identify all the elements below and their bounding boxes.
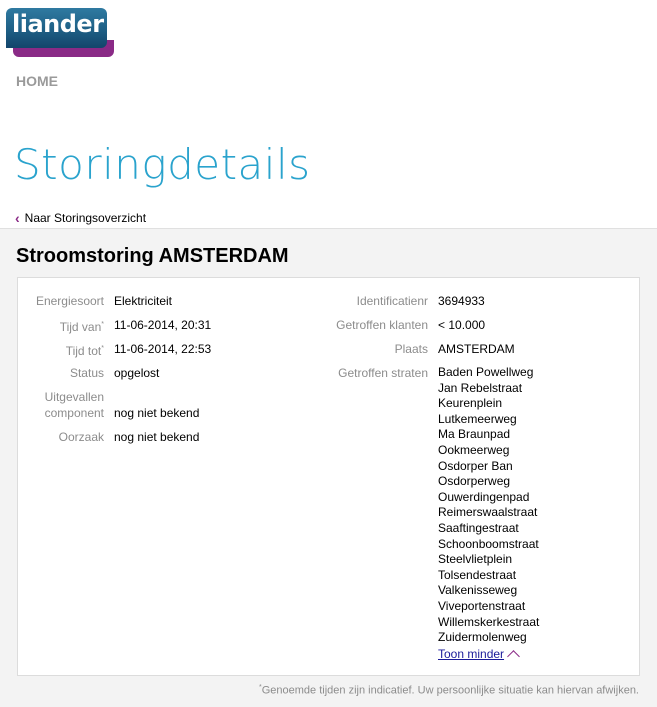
back-to-overview-link[interactable] — [15, 210, 146, 226]
disclaimer-footnote: *Genoemde tijden zijn indicatief. Uw persoonlijke situatie kan hiervan afwijken. — [259, 684, 639, 697]
chevron-up-icon — [507, 650, 520, 663]
label-tijd-van: Tijd van* — [59, 320, 104, 334]
footnote-marker: * — [259, 684, 262, 691]
street-item: Ma Braunpad — [438, 427, 511, 442]
street-item: Osdorper Ban — [438, 458, 513, 473]
value-energiesoort: Elektriciteit — [114, 294, 173, 308]
toon-minder-link[interactable] — [438, 646, 518, 662]
label-getroffen-klanten: Getroffen klanten — [336, 318, 428, 332]
street-item: Keurenplein — [438, 396, 503, 411]
value-getroffen-klanten: < 10.000 — [438, 318, 486, 332]
outage-heading: Stroomstoring AMSTERDAM — [16, 245, 289, 267]
time-marker-1: * — [101, 321, 104, 328]
label-status: Status — [69, 366, 104, 380]
street-item: Saaftingestraat — [438, 520, 519, 535]
value-tijd-tot: 11-06-2014, 22:53 — [114, 342, 212, 356]
label-tijd-tot: Tijd tot* — [65, 344, 104, 358]
street-item: Jan Rebelstraat — [438, 380, 523, 395]
streets-list — [438, 365, 539, 646]
label-identificatienr: Identificatienr — [356, 294, 428, 308]
street-item: Lutkemeerweg — [438, 411, 517, 426]
street-item: Ouwerdingenpad — [438, 489, 530, 504]
outage-details-panel — [17, 277, 640, 676]
streets-block — [438, 365, 539, 662]
time-marker-2: * — [101, 345, 104, 352]
outage-section — [0, 228, 657, 707]
value-tijd-van: 11-06-2014, 20:31 — [114, 318, 212, 332]
street-item: Baden Powellweg — [438, 365, 534, 379]
label-oorzaak: Oorzaak — [58, 430, 104, 444]
toon-minder-label: Toon minder — [438, 646, 505, 661]
label-energiesoort: Energiesoort — [35, 294, 104, 308]
street-item: Osdorperweg — [438, 474, 511, 489]
value-uitgevallen-component: nog niet bekend — [114, 406, 200, 420]
back-link-label: Naar Storingsoverzicht — [24, 211, 147, 225]
street-item: Tolsendestraat — [438, 567, 517, 582]
value-plaats: AMSTERDAM — [438, 342, 515, 356]
value-oorzaak: nog niet bekend — [114, 430, 200, 444]
street-item: Steelvlietplein — [438, 552, 513, 567]
chevron-left-icon: ‹ — [15, 210, 20, 226]
value-status: opgelost — [114, 366, 160, 380]
label-getroffen-straten: Getroffen straten — [338, 366, 428, 380]
logo-wordmark: liander — [12, 10, 104, 38]
nav-home-link[interactable]: HOME — [16, 73, 58, 89]
label-uitgevallen-component: Uitgevallen component — [44, 390, 104, 420]
street-item: Valkenisseweg — [438, 583, 518, 598]
street-item: Viveportenstraat — [438, 598, 526, 613]
value-identificatienr: 3694933 — [438, 294, 485, 308]
street-item: Schoonboomstraat — [438, 536, 539, 551]
street-item: Ookmeerweg — [438, 442, 510, 457]
street-item: Zuidermolenweg — [438, 630, 527, 645]
street-item: Reimerswaalstraat — [438, 505, 538, 520]
liander-logo[interactable] — [6, 8, 116, 58]
page-title: Storingdetails — [14, 140, 311, 189]
street-item: Willemskerkestraat — [438, 614, 540, 629]
label-plaats: Plaats — [394, 342, 428, 356]
